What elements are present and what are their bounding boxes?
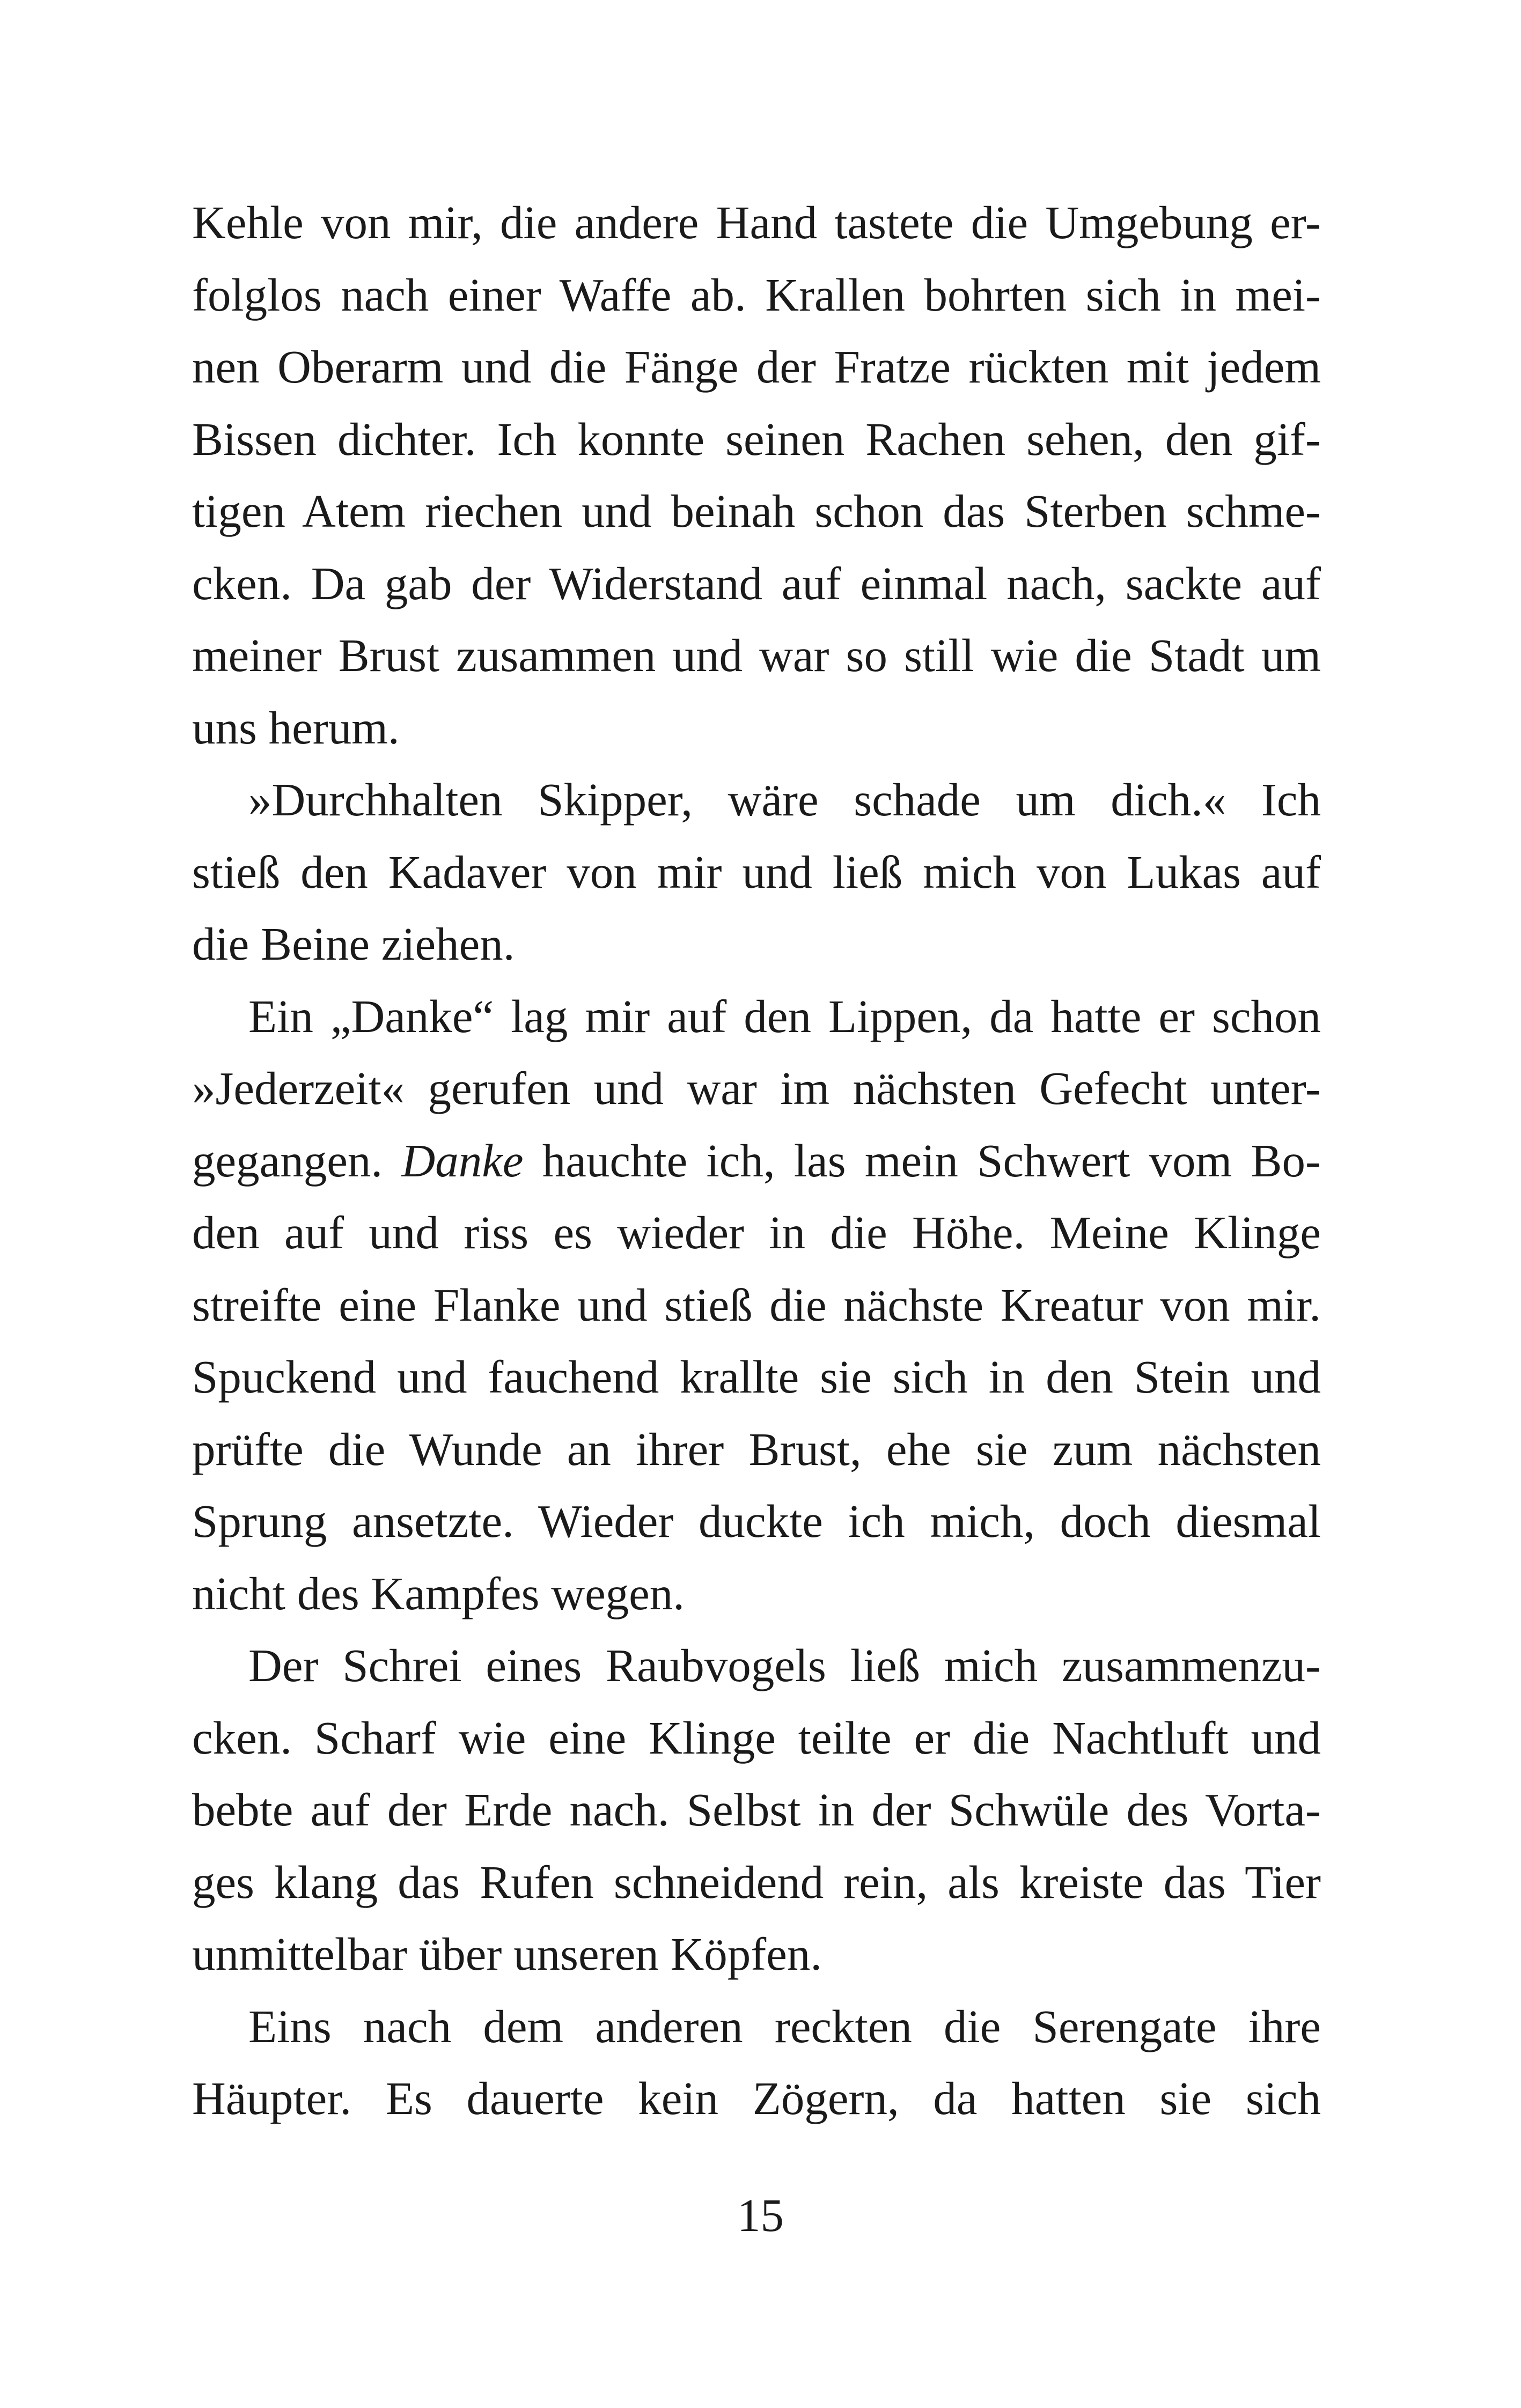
text-line-content: Sprung ansetzte. Wieder duckte ich mich, doch diesmal (192, 1495, 1321, 1547)
text-line-continuation: hauchte ich, las mein Schwert vom Bo- (523, 1134, 1321, 1187)
text-line (192, 331, 1321, 403)
text-line (192, 1341, 1321, 1413)
text-line (192, 1269, 1321, 1342)
text-line-content: Häupter. Es dauerte kein Zögern, da hatten sie sich (192, 2072, 1321, 2124)
text-line-content: »Durchhalten Skipper, wäre schade um dich.« Ich (248, 774, 1321, 826)
text-line-content: stieß den Kadaver von mir und ließ mich von Lukas auf (192, 845, 1321, 898)
text-line-content: folglos nach einer Waffe ab. Krallen bohrten sich in mei- (192, 268, 1321, 321)
text-line-content: ges klang das Rufen schneidend rein, als kreiste das Tier (192, 1855, 1321, 1908)
text-line-content: cken. Scharf wie eine Klinge teilte er die Nachtluft und (192, 1711, 1321, 1764)
text-line (192, 1558, 1321, 1630)
text-line-content: uns herum. (192, 701, 400, 754)
text-line (192, 620, 1321, 692)
text-line (192, 1485, 1321, 1558)
text-line-content: den auf und riss es wieder in die Höhe. Meine Klinge (192, 1206, 1321, 1258)
text-line (192, 1125, 1321, 1197)
text-line-content: gegangen. (192, 1134, 402, 1187)
text-line-content: Kehle von mir, die andere Hand tastete die Umgebung er- (192, 196, 1321, 248)
text-line (192, 908, 1321, 981)
text-line (192, 692, 1321, 764)
text-line-content: tigen Atem riechen und beinah schon das Sterben schme- (192, 485, 1321, 537)
text-line-content: Spuckend und fauchend krallte sie sich in den Stein und (192, 1351, 1321, 1403)
text-line-content: bebte auf der Erde nach. Selbst in der Schwüle des Vorta- (192, 1784, 1321, 1836)
text-line-content: Bissen dichter. Ich konnte seinen Rachen sehen, den gif- (192, 413, 1321, 465)
text-line (192, 1774, 1321, 1846)
page-number: 15 (737, 2189, 784, 2241)
text-line (192, 548, 1321, 620)
text-line-content: streifte eine Flanke und stieß die nächste Kreatur von mir. (192, 1278, 1321, 1331)
text-line (192, 259, 1321, 332)
text-line (192, 1846, 1321, 1919)
text-line (192, 1702, 1321, 1774)
text-line-content: nen Oberarm und die Fänge der Fratze rückten mit jedem (192, 341, 1321, 393)
text-line (192, 764, 1321, 836)
body-text (192, 187, 1321, 2135)
text-line-content: Der Schrei eines Raubvogels ließ mich zusammenzu- (248, 1639, 1321, 1691)
text-line (192, 981, 1321, 1053)
text-line (192, 1991, 1321, 2063)
text-line-content: prüfte die Wunde an ihrer Brust, ehe sie zum nächsten (192, 1423, 1321, 1475)
emphasized-word: Danke (401, 1134, 524, 1187)
text-line-content: nicht des Kampfes wegen. (192, 1567, 685, 1619)
text-line-content: cken. Da gab der Widerstand auf einmal nach, sackte auf (192, 557, 1321, 609)
text-line (192, 1197, 1321, 1269)
text-line (192, 187, 1321, 259)
text-line-content: Ein „Danke“ lag mir auf den Lippen, da hatte er schon (248, 990, 1321, 1042)
text-line (192, 475, 1321, 548)
text-line-content: die Beine ziehen. (192, 918, 515, 970)
text-line-content: meiner Brust zusammen und war so still wie die Stadt um (192, 629, 1321, 681)
text-line-content: Eins nach dem anderen reckten die Serengate ihre (248, 2000, 1321, 2052)
text-line (192, 1413, 1321, 1486)
text-line (192, 403, 1321, 476)
text-line (192, 1630, 1321, 1702)
text-line (192, 2063, 1321, 2135)
text-line (192, 836, 1321, 909)
text-line-content: »Jederzeit« gerufen und war im nächsten Gefecht unter- (192, 1062, 1321, 1114)
text-line (192, 1918, 1321, 1991)
text-line (192, 1052, 1321, 1125)
text-line-content: unmittelbar über unseren Köpfen. (192, 1928, 822, 1980)
